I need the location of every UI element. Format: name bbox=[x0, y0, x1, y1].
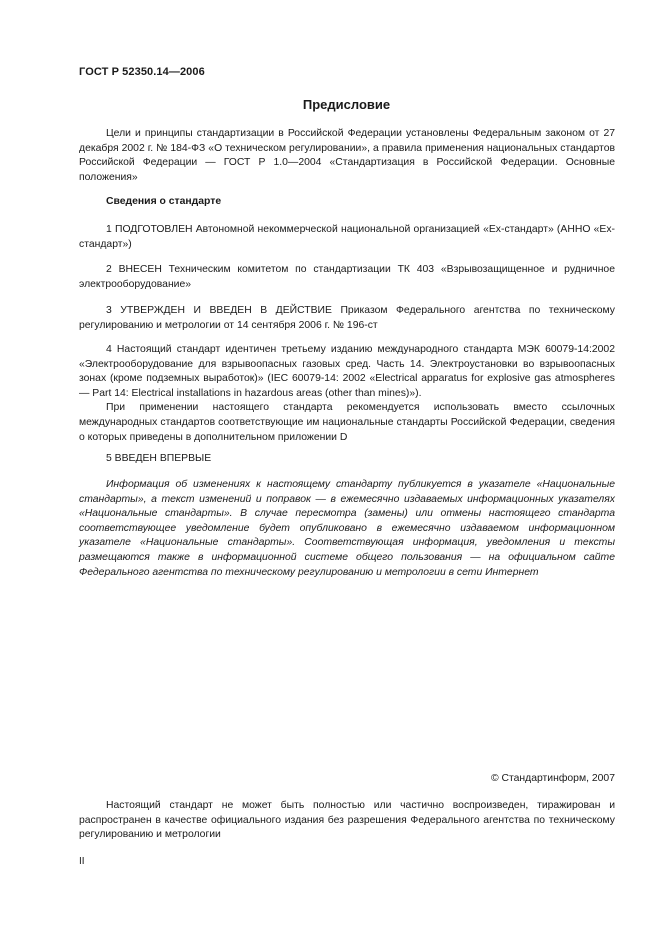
copyright-notice: © Стандартинформ, 2007 bbox=[490, 773, 615, 784]
item-4-note-text: При применении настоящего стандарта рекомендуется использовать вместо ссылочных международных стандартов соответствующие им национальные стандарты Российской Федерации, сведения о которых приведены в дополнительном приложении D bbox=[79, 402, 615, 443]
item-4-text: 4 Настоящий стандарт идентичен третьему изданию международного стандарта МЭК 60079-14:2002 «Электрооборудование для взрывоопасных газовых сред. Часть 14. Электроустановки во взрывоопасных зонах (кроме подземных выработок)» (IEC 60079-14: 2002 «Electrical apparatus for explosive gas atmospheres — Part 14: Electrical installations in hazardous areas (other than mines)»). bbox=[79, 344, 615, 399]
item-3-paragraph bbox=[79, 304, 615, 333]
item-2-text: 2 ВНЕСЕН Техническим комитетом по стандартизации ТК 403 «Взрывозащищенное и рудничное электрооборудование» bbox=[79, 264, 615, 290]
item-1-paragraph bbox=[79, 223, 615, 252]
reproduction-paragraph bbox=[79, 799, 615, 843]
item-2-paragraph bbox=[79, 263, 615, 292]
info-paragraph bbox=[79, 478, 615, 580]
info-text: Информация об изменениях к настоящему стандарту публикуется в указателе «Национальные стандарты», а текст изменений и поправок — в ежемесячно издаваемых информационных указателях «Национальные стандарты». В случае пересмотра (замены) или отмены настоящего стандарта соответствующее уведомление будет опубликовано в ежемесячно издаваемом информационном указателе «Национальные стандарты». Соответствующая информация, уведомления и тексты размещаются также в информационной системе общего пользования — на официальном сайте Федерального агентства по техническому регулированию и метрологии в сети Интернет bbox=[79, 479, 615, 578]
item-4-paragraph bbox=[79, 343, 615, 445]
item-5-text: 5 ВВЕДЕН ВПЕРВЫЕ bbox=[106, 453, 212, 464]
page-number: II bbox=[79, 856, 85, 867]
page-title: Предисловие bbox=[302, 97, 391, 112]
reproduction-text: Настоящий стандарт не может быть полностью или частично воспроизведен, тиражирован и распространен в качестве официального издания без разрешения Федерального агентства по техническому регулированию и метрологии bbox=[79, 800, 615, 841]
section-heading: Сведения о стандарте bbox=[106, 196, 222, 207]
item-3-text: 3 УТВЕРЖДЕН И ВВЕДЕН В ДЕЙСТВИЕ Приказом Федерального агентства по техническому регулированию и метрологии от 14 сентября 2006 г. № 196-ст bbox=[79, 305, 615, 331]
document-id: ГОСТ Р 52350.14—2006 bbox=[79, 66, 205, 78]
intro-paragraph bbox=[79, 127, 615, 185]
item-1-text: 1 ПОДГОТОВЛЕН Автономной некоммерческой национальной организацией «Ех-стандарт» (АННО «Ех-стандарт») bbox=[79, 224, 615, 250]
intro-text: Цели и принципы стандартизации в Российской Федерации установлены Федеральным законом от 27 декабря 2002 г. № 184-ФЗ «О техническом регулировании», а правила применения национальных стандартов Российской Федерации — ГОСТ Р 1.0—2004 «Стандартизация в Российской Федерации. Основные положения» bbox=[79, 128, 615, 183]
item-5-paragraph bbox=[79, 452, 615, 467]
